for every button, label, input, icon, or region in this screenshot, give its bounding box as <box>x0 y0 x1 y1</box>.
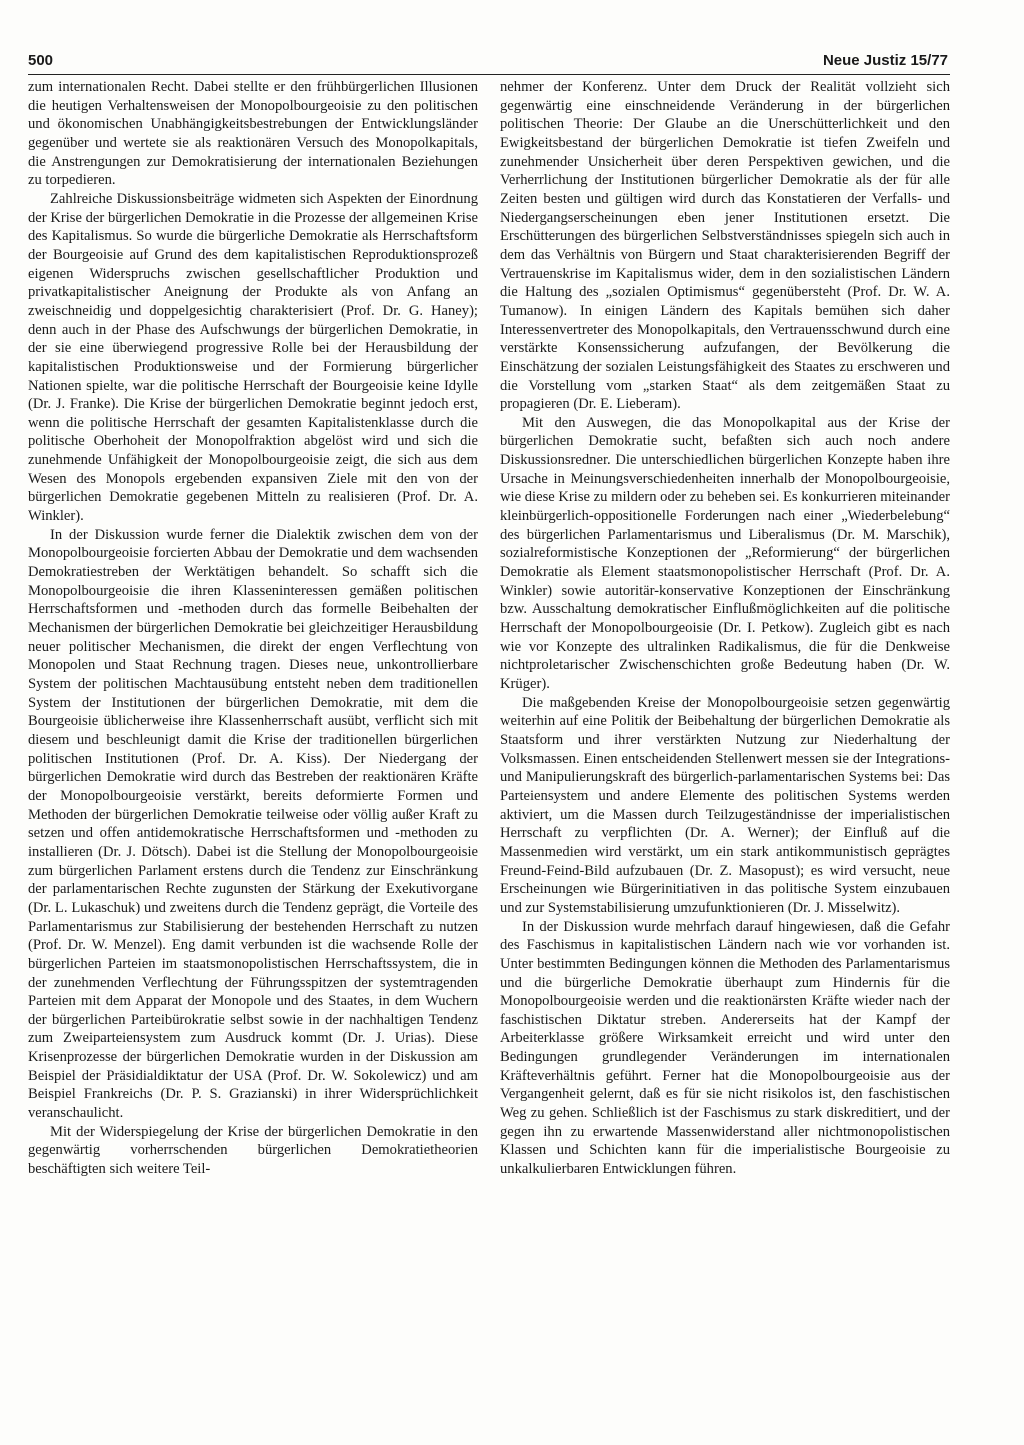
header-rule <box>28 74 950 75</box>
journal-title: Neue Justiz 15/77 <box>822 52 948 69</box>
paragraph: Zahlreiche Diskussionsbeiträge widmeten sich Aspekten der Einordnung der Krise der bürgerlichen Demokratie in die Prozesse der allgemeinen Krise des Kapitalismus. So wurde die bürgerliche Demokratie als Herrschaftsform der Bourgeoisie auf Grund des dem kapitalistischen Reproduktionsprozeß eigenen Widerspruchs zwischen gesellschaftlicher Produktion und privatkapitalistischer Aneignung der Produkte als von Anfang an zweischneidig und doppelgesichtig charakterisiert (Prof. Dr. G. Haney); denn auch in der Phase des Aufschwungs der bürgerlichen Demokratie, in der sie eine überwiegend progressive Rolle bei der Herausbildung der kapitalistischen Produktionsweise und der Formierung bürgerlicher Nationen spielte, war die politische Herrschaft der Bourgeoisie keine Idylle (Dr. J. Franke). Die Krise der bürgerlichen Demokratie beginnt jedoch erst, wenn die politische Herrschaft der gesamten Kapitalistenklasse durch die politische Oberhoheit der Monopolfraktion abgelöst wird und sich die zunehmende Unfähigkeit der Monopolbourgeoisie zeigt, die sich aus dem Wesen des Monopols ergebenden expansiven Ziele mit den von der bürgerlichen Demokratie gegebenen Mitteln zu realisieren (Prof. Dr. A. Winkler). <box>28 190 478 525</box>
page-number: 500 <box>28 52 54 69</box>
paragraph: In der Diskussion wurde mehrfach darauf hingewiesen, daß die Gefahr des Faschismus in kapitalistischen Ländern nach wie vor vorhanden ist. Unter bestimmten Bedingungen können die Methoden des Parlamentarismus und die bürgerliche Demokratie überhaupt zum Hindernis für die Monopolbourgeoisie werden und die reaktionärsten Kräfte wieder nach der faschistischen Diktatur streben. Andererseits hat der Kampf der Arbeiterklasse größere Wirksamkeit erreicht und wird unter den Bedingungen grundlegender Veränderungen im internationalen Kräfteverhältnis geführt. Ferner hat die Monopolbourgeoisie aus der Vergangenheit gelernt, daß es für sie nicht risikolos ist, den faschistischen Weg zu gehen. Schließlich ist der Faschismus zu stark diskreditiert, und der gegen ihn zu erwartende Massenwiderstand aller nichtmonopolistischen Klassen und Schichten kann für die imperialistische Bourgeoisie zu unkalkulierbaren Entwicklungen führen. <box>500 918 950 1178</box>
paragraph: zum internationalen Recht. Dabei stellte er den frühbürgerlichen Illusionen die heutigen Verhaltensweisen der Monopolbourgeoisie zu den politischen und ökonomischen Unabhängigkeitsbestrebungen der Entwicklungsländer gegenüber und wertete sie als reaktionären Versuch des Monopolkapitals, die Anstrengungen zur Demokratisierung der internationalen Beziehungen zu torpedieren. <box>28 79 478 189</box>
paragraph: Mit den Auswegen, die das Monopolkapital aus der Krise der bürgerlichen Demokratie sucht, befaßten sich auch noch andere Diskussionsredner. Die unterschiedlichen bürgerlichen Konzepte haben ihre Ursache in Meinungsverschiedenheiten innerhalb der Monopolbourgeoisie, wie diese Krise zu mildern oder zu beheben sei. Es konkurrieren miteinander kleinbürgerlich-oppositionelle Forderungen nach einer „Wiederbelebung“ des bürgerlichen Parlamentarismus und Liberalismus (Dr. M. Marschik), sozialreformistische Konzeptionen der „Reformierung“ der bürgerlichen Demokratie als Element staatsmonopolistischer Herrschaft (Prof. Dr. A. Winkler) sowie autoritär-konservative Konzeptionen der Einschränkung bzw. Ausschaltung demokratischer Einflußmöglichkeiten auf die politische Herrschaft der Monopolbourgeoisie (Dr. I. Petkow). Zugleich gibt es nach wie vor Konzepte des ultralinken Radikalismus, die für die Denkweise nichtproletarischer Zwischenschichten große Bedeutung haben (Dr. W. Krüger). <box>500 414 950 692</box>
paragraph: Mit der Widerspiegelung der Krise der bürgerlichen Demokratie in den gegenwärtig vorherrschenden bürgerlichen Demokratietheorien beschäftigten sich weitere Teil- <box>28 1123 478 1178</box>
left-column <box>28 78 478 1418</box>
paragraph: Die maßgebenden Kreise der Monopolbourgeoisie setzen gegenwärtig weiterhin auf eine Politik der Beibehaltung der bürgerlichen Demokratie als Staatsform und ihrer verstärkten Nutzung zur Niederhaltung der Volksmassen. Einen entscheidenden Stellenwert messen sie der Integrations- und Manipulierungskraft des bürgerlich-parlamentarischen Systems bei: Das Parteiensystem und andere Elemente des politischen Systems werden aktiviert, um die Massen durch Teilzugeständnisse der imperialistischen Herrschaft zu verpflichten (Dr. A. Werner); der Einfluß auf die Massenmedien wird verstärkt, um ein stark antikommunistisch geprägtes Freund-Feind-Bild aufzubauen (Dr. Z. Masopust); es wird versucht, neue Erscheinungen wie Bürgerinitiativen in das politische System einzubauen und zur Systemstabilisierung umzufunktionieren (Dr. J. Misselwitz). <box>500 694 950 916</box>
paragraph: nehmer der Konferenz. Unter dem Druck der Realität vollzieht sich gegenwärtig eine einschneidende Veränderung in der bürgerlichen politischen Theorie: Der Glaube an die Unerschütterlichkeit und den Ewigkeitsbestand der bürgerlichen Demokratie ist tiefen Zweifeln und zunehmender Unsicherheit über deren Perspektiven gewichen, und die Verherrlichung der Institutionen bürgerlicher Demokratie als der für alle Zeiten besten und gültigen wird durch das Konstatieren der Verfalls- und Niedergangserscheinungen eben jener Institutionen ersetzt. Die Erschütterungen des bürgerlichen Selbstverständnisses spiegeln sich auch in dem das Verhältnis von Bürgern und Staat charakterisierenden Begriff der Vertrauenskrise im Kapitalismus wider, dem in den sozialistischen Ländern die Haltung des „sozialen Optimismus“ gegenübersteht (Prof. Dr. W. A. Tumanow). In einigen Ländern des Kapitals bemühen sich daher Interessenvertreter des Monopolkapitals, den Vertrauensschwund durch eine verstärkte Konsenssicherung aufzufangen, der Bevölkerung die Einschätzung der sozialen Leistungsfähigkeit des Staates zu erschweren und die Vorstellung vom „starken Staat“ als dem zeitgemäßen Staat zu propagieren (Dr. E. Lieberam). <box>500 79 950 413</box>
page-header <box>28 52 948 76</box>
paragraph: In der Diskussion wurde ferner die Dialektik zwischen dem von der Monopolbourgeoisie forcierten Abbau der Demokratie und dem wachsenden Demokratiestreben der Werktätigen behandelt. So schafft sich die Monopolbourgeoisie die ihren Klasseninteressen gemäßen politischen Herrschaftsformen und -methoden durch das formelle Beibehalten der Mechanismen der bürgerlichen Demokratie bei gleichzeitiger Herausbildung neuer politischer Mechanismen, die direkt der engen Verflechtung von Monopolen und Staat Rechnung tragen. Dieses neue, unkontrollierbare System der politischen Machtausübung entsteht neben dem traditionellen System der Institutionen der bürgerlichen Demokratie, mit dem die Bourgeoisie üblicherweise ihre Klassenherrschaft ausübt, verflicht sich mit diesem und beschleunigt damit die Krise der traditionellen bürgerlichen politischen Institutionen (Prof. Dr. A. Kiss). Der Niedergang der bürgerlichen Demokratie wird durch das Bestreben der reaktionären Kräfte der Monopolbourgeoisie verstärkt, bereits deformierte Formen und Methoden der bürgerlichen Demokratie teilweise oder völlig außer Kraft zu setzen und offen antidemokratische Herrschaftsformen und -methoden zu installieren (Dr. J. Dötsch). Dabei ist die Stellung der Monopolbourgeoisie zum bürgerlichen Parlament erstens durch die Tendenz zur Einschränkung der parlamentarischen Rechte zugunsten der Stärkung der Exekutivorgane (Dr. L. Lukaschuk) und zweitens durch die Tendenz geprägt, die Vorteile des Parlamentarismus zur Stabilisierung der bestehenden Herrschaft zu nutzen (Prof. Dr. W. Menzel). Eng damit verbunden ist die wachsende Rolle der bürgerlichen Parteien im staatsmonopolistischen Herrschaftssystem, die in der zunehmenden Verflechtung der Führungsspitzen der systemtragenden Parteien mit dem Apparat der Monopole und des Staates, in dem Wuchern der bürgerlichen Parteibürokratie selbst sowie in der nachhaltigen Tendenz zum Zweiparteiensystem zum Ausdruck kommt (Dr. J. Urias). Diese Krisenprozesse der bürgerlichen Demokratie wurden in der Diskussion am Beispiel der Präsidialdiktatur der USA (Prof. Dr. W. Sokolewicz) und am Beispiel Frankreichs (Dr. P. S. Grazianski) in ihrer Widersprüchlichkeit veranschaulicht. <box>28 526 478 1122</box>
right-column <box>500 78 950 1418</box>
